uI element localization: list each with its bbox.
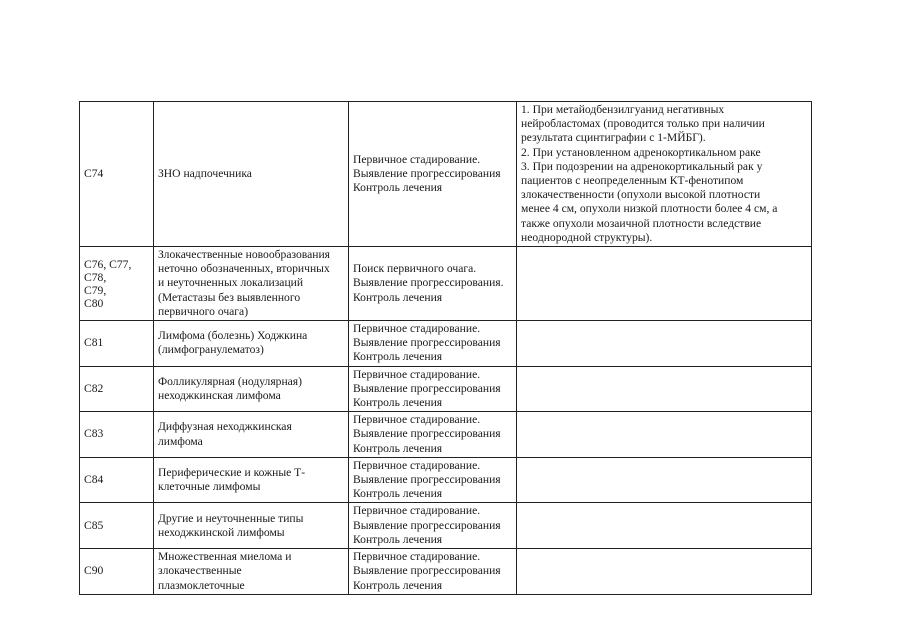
table-row — [80, 412, 812, 458]
purpose-cell — [349, 321, 517, 367]
table-row — [80, 503, 812, 549]
code-text: C85 — [84, 518, 104, 532]
diagnosis-cell — [154, 321, 349, 367]
notes-cell — [517, 321, 812, 367]
indications-table — [79, 101, 812, 595]
code-cell — [80, 412, 154, 458]
diagnosis-text: Периферические и кожные Т- клеточные лимфомы — [158, 465, 306, 494]
purpose-text: Поиск первичного очага. Выявление прогрессирования. Контроль лечения — [353, 262, 504, 304]
purpose-text: Первичное стадирование. Выявление прогрессирования Контроль лечения — [353, 550, 501, 592]
code-cell — [80, 549, 154, 595]
diagnosis-text: Лимфома (болезнь) Ходжкина (лимфогранулематоз) — [158, 329, 308, 357]
notes-cell — [517, 503, 812, 549]
diagnosis-cell — [154, 549, 349, 595]
table-row — [80, 102, 812, 247]
diagnosis-cell — [154, 366, 349, 412]
code-text: С90 — [84, 564, 104, 578]
code-cell — [80, 247, 154, 321]
purpose-text: Первичное стадирование. Выявление прогрессирования Контроль лечения — [353, 322, 501, 364]
table-row — [80, 366, 812, 412]
diagnosis-cell — [154, 503, 349, 549]
table-row — [80, 457, 812, 503]
code-text: C82 — [84, 381, 104, 395]
notes-cell — [517, 549, 812, 595]
diagnosis-text: Другие и неуточненные типы неходжкинской лимфомы — [158, 511, 304, 539]
notes-cell — [517, 247, 812, 321]
code-text: С76, С77, С78, С79, С80 — [84, 257, 132, 310]
purpose-cell — [349, 549, 517, 595]
diagnosis-text: Диффузная неходжкинская лимфома — [158, 420, 292, 448]
diagnosis-cell — [154, 247, 349, 321]
diagnosis-cell — [154, 102, 349, 247]
purpose-cell — [349, 102, 517, 247]
purpose-text: Первичное стадирование. Выявление прогрессирования Контроль лечения — [353, 504, 501, 546]
code-text: C83 — [84, 427, 104, 441]
purpose-cell — [349, 503, 517, 549]
purpose-cell — [349, 247, 517, 321]
code-text: C74 — [84, 166, 104, 180]
diagnosis-text: Фолликулярная (нодулярная) неходжкинская лимфома — [158, 374, 303, 402]
code-cell — [80, 321, 154, 367]
purpose-text: Первичное стадирование. Выявление прогрессирования Контроль лечения — [353, 413, 501, 455]
diagnosis-text: ЗНО надпочечника — [158, 166, 252, 180]
diagnosis-text: Множественная миелома и злокачественные плазмоклеточные — [158, 550, 292, 592]
notes-cell — [517, 412, 812, 458]
table-row — [80, 549, 812, 595]
code-cell — [80, 457, 154, 503]
notes-text: 1. При метайодбензилгуанид негативных нейробластомах (проводится только при наличии результата сцинтиграфии с 1-МЙБГ). 2. При установленном адренокортикальном раке 3. При подозрении на адренокортикальный рак у пациентов с неопределенным КТ-фенотипом злокачественности (опухоли высокой плотности менее 4 см, опухоли низкой плотности более 4 см, а также опухоли мозаичной плотности вследствие неоднородной структуры). — [521, 103, 778, 244]
diagnosis-cell — [154, 457, 349, 503]
code-text: C84 — [84, 473, 104, 487]
code-cell — [80, 366, 154, 412]
code-cell — [80, 102, 154, 247]
purpose-text: Первичное стадирование. Выявление прогрессирования Контроль лечения — [353, 367, 501, 410]
table-row — [80, 247, 812, 321]
purpose-cell — [349, 412, 517, 458]
purpose-text: Первичное стадирование. Выявление прогрессирования Контроль лечения — [353, 458, 501, 501]
table-body — [80, 102, 812, 595]
notes-cell — [517, 366, 812, 412]
notes-cell — [517, 102, 812, 247]
purpose-cell — [349, 457, 517, 503]
purpose-text: Первичное стадирование. Выявление прогрессирования Контроль лечения — [353, 152, 501, 195]
diagnosis-text: Злокачественные новообразования неточно обозначенных, вторичных и неуточненных локализаций (Метастазы без выявленного первичного очага) — [158, 248, 330, 318]
purpose-cell — [349, 366, 517, 412]
code-text: C81 — [84, 336, 104, 350]
code-cell — [80, 503, 154, 549]
table-row — [80, 321, 812, 367]
diagnosis-cell — [154, 412, 349, 458]
notes-cell — [517, 457, 812, 503]
